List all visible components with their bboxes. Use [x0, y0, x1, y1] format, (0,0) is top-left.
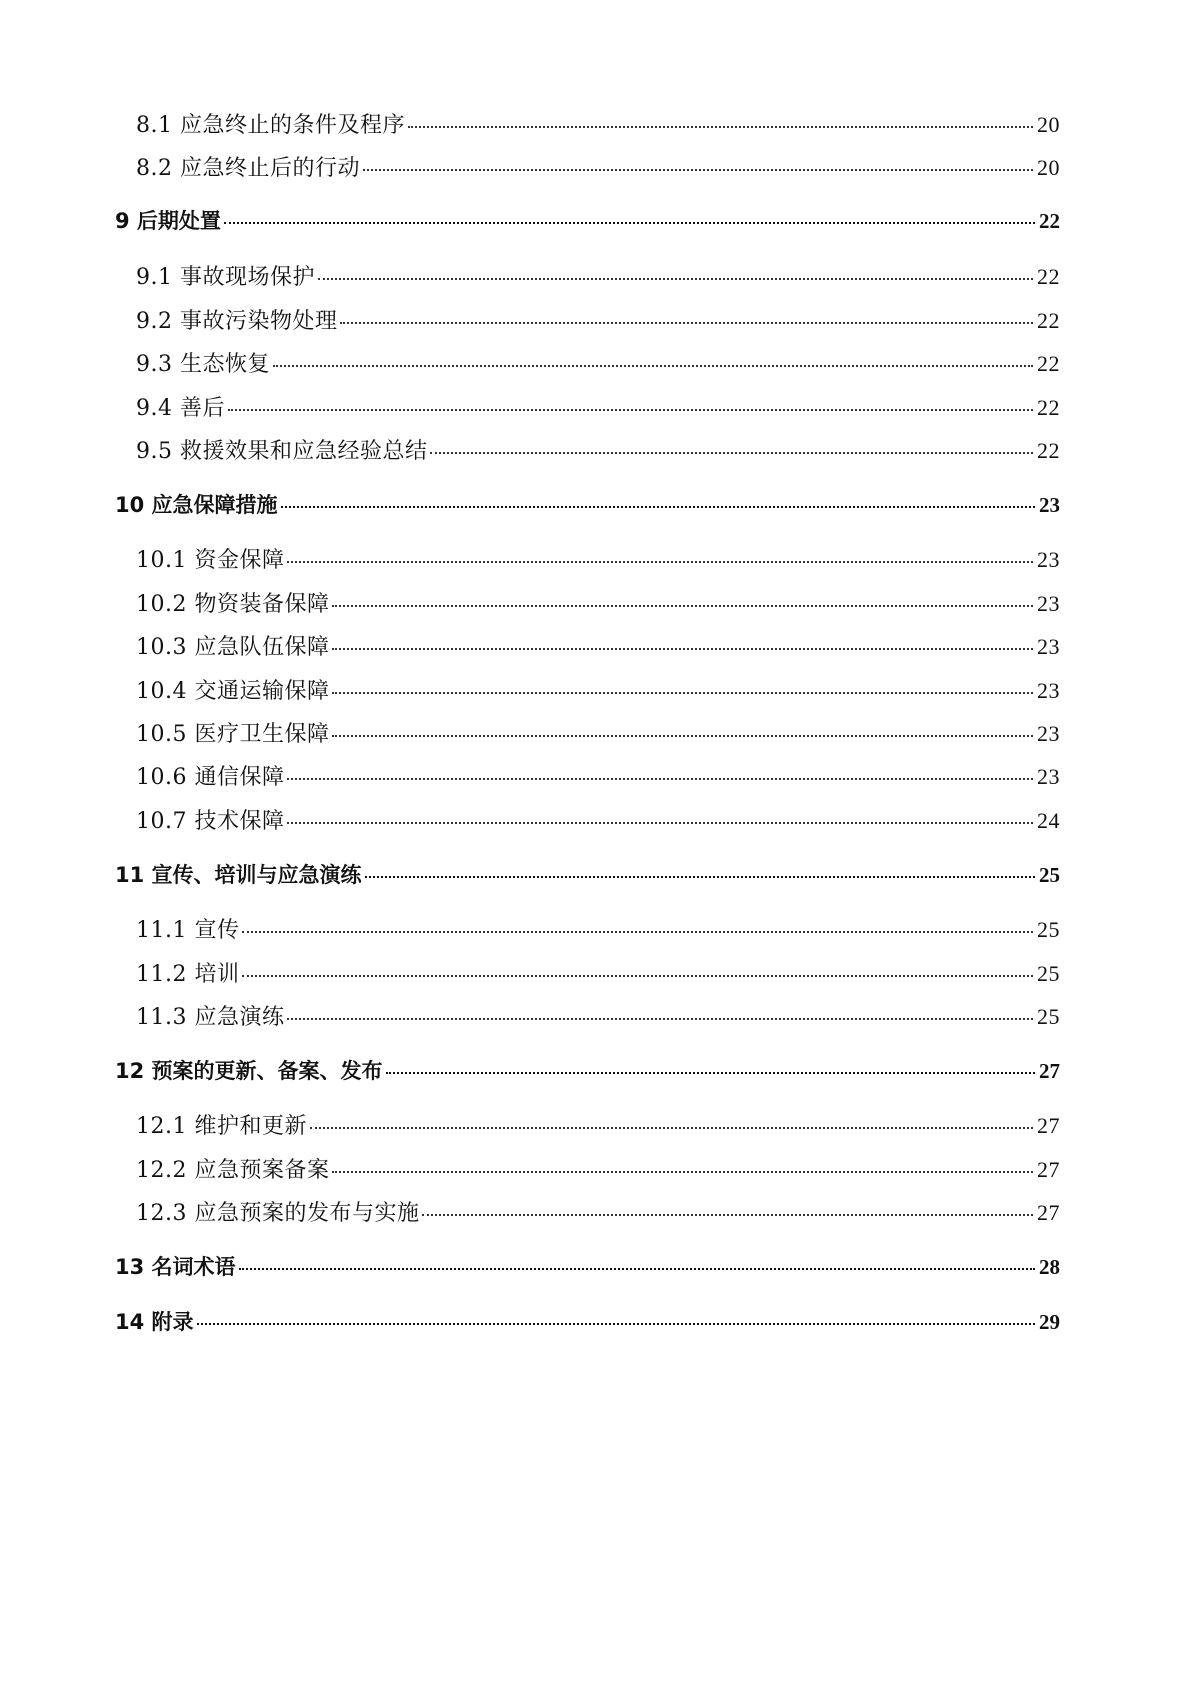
toc-chapter-label: 12 预案的更新、备案、发布	[115, 1059, 383, 1083]
toc-entry-label: 12.1 维护和更新	[136, 1114, 307, 1139]
toc-entry-page: 24	[1037, 808, 1060, 833]
toc-entry-page: 25	[1037, 1004, 1060, 1029]
toc-chapter-page: 29	[1039, 1310, 1060, 1334]
dot-leader	[224, 222, 1035, 224]
toc-chapter-page: 25	[1039, 863, 1060, 887]
toc-entry-label: 9.3 生态恢复	[136, 352, 270, 377]
toc-entry-page: 22	[1037, 395, 1060, 420]
toc-entry-label: 8.1 应急终止的条件及程序	[136, 113, 405, 138]
toc-entry-page: 20	[1037, 155, 1060, 180]
toc-entry-page: 22	[1037, 308, 1060, 333]
dot-leader	[386, 1072, 1035, 1074]
toc-entry-label: 11.1 宣传	[136, 918, 240, 943]
dot-leader	[332, 648, 1033, 650]
toc-entry-page: 23	[1037, 634, 1060, 659]
toc-entry-label: 10.1 资金保障	[136, 548, 285, 573]
toc-entry-label: 12.2 应急预案备案	[136, 1158, 330, 1183]
toc-chapter-label: 11 宣传、培训与应急演练	[115, 863, 362, 887]
dot-leader	[408, 126, 1033, 128]
dot-leader	[239, 1268, 1035, 1270]
toc-entry[interactable]	[136, 760, 1060, 791]
toc-entry-page: 27	[1037, 1200, 1060, 1225]
toc-entry[interactable]	[136, 304, 1060, 335]
toc-entry-page: 20	[1037, 112, 1060, 137]
toc-entry-label: 10.2 物资装备保障	[136, 592, 330, 617]
toc-chapter-label: 14 附录	[115, 1310, 194, 1334]
toc-entry[interactable]	[136, 913, 1060, 944]
toc-entry[interactable]	[136, 630, 1060, 661]
toc-entry-label: 9.5 救援效果和应急经验总结	[136, 439, 428, 464]
toc-entry-label: 9.4 善后	[136, 396, 225, 421]
dot-leader	[332, 1171, 1033, 1173]
toc-entry-label: 10.4 交通运输保障	[136, 679, 330, 704]
toc-entry[interactable]	[136, 1109, 1060, 1140]
dot-leader	[273, 365, 1033, 367]
toc-entry-page: 22	[1037, 264, 1060, 289]
toc-entry[interactable]	[136, 260, 1060, 291]
toc-entry-label: 11.2 培训	[136, 962, 240, 987]
toc-chapter[interactable]	[115, 489, 1060, 519]
dot-leader	[228, 409, 1033, 411]
toc-entry-page: 23	[1037, 678, 1060, 703]
toc-entry-page: 22	[1037, 351, 1060, 376]
dot-leader	[430, 452, 1033, 454]
toc-entry[interactable]	[136, 957, 1060, 988]
dot-leader	[310, 1127, 1033, 1129]
toc-entry-page: 25	[1037, 961, 1060, 986]
toc-chapter[interactable]	[115, 1306, 1060, 1336]
toc-entry-label: 10.7 技术保障	[136, 809, 285, 834]
toc-entry[interactable]	[136, 347, 1060, 378]
toc-chapter-page: 23	[1039, 493, 1060, 517]
toc-entry-label: 10.3 应急队伍保障	[136, 635, 330, 660]
toc-chapter-page: 28	[1039, 1255, 1060, 1279]
toc-entry[interactable]	[136, 543, 1060, 574]
dot-leader	[332, 605, 1033, 607]
toc-chapter[interactable]	[115, 205, 1060, 235]
toc-entry-page: 23	[1037, 764, 1060, 789]
dot-leader	[287, 822, 1033, 824]
dot-leader	[422, 1214, 1033, 1216]
dot-leader	[287, 778, 1033, 780]
dot-leader	[287, 561, 1033, 563]
dot-leader	[332, 692, 1033, 694]
toc-entry-page: 23	[1037, 591, 1060, 616]
toc-entry-label: 9.2 事故污染物处理	[136, 309, 338, 334]
toc-chapter-label: 9 后期处置	[115, 209, 221, 233]
toc-entry-label: 9.1 事故现场保护	[136, 265, 315, 290]
toc-entry[interactable]	[136, 391, 1060, 422]
toc-chapter-label: 10 应急保障措施	[115, 493, 278, 517]
toc-entry[interactable]	[136, 151, 1060, 182]
toc-entry-label: 11.3 应急演练	[136, 1005, 285, 1030]
toc-entry[interactable]	[136, 1000, 1060, 1031]
toc-entry[interactable]	[136, 108, 1060, 139]
dot-leader	[287, 1018, 1033, 1020]
toc-entry[interactable]	[136, 1153, 1060, 1184]
dot-leader	[281, 506, 1035, 508]
toc-chapter-page: 22	[1039, 209, 1060, 233]
toc-entry-label: 10.6 通信保障	[136, 765, 285, 790]
toc-entry[interactable]	[136, 804, 1060, 835]
toc-entry[interactable]	[136, 1196, 1060, 1227]
toc-entry-label: 12.3 应急预案的发布与实施	[136, 1201, 420, 1226]
toc-entry-page: 27	[1037, 1113, 1060, 1138]
toc-entry[interactable]	[136, 717, 1060, 748]
dot-leader	[332, 735, 1033, 737]
toc-chapter[interactable]	[115, 859, 1060, 889]
toc-chapter[interactable]	[115, 1055, 1060, 1085]
dot-leader	[197, 1323, 1035, 1325]
dot-leader	[365, 876, 1035, 878]
toc-entry-label: 8.2 应急终止后的行动	[136, 156, 360, 181]
toc-entry-page: 23	[1037, 721, 1060, 746]
dot-leader	[363, 169, 1033, 171]
toc-entry[interactable]	[136, 587, 1060, 618]
toc-entry-page: 27	[1037, 1157, 1060, 1182]
dot-leader	[242, 975, 1033, 977]
toc-entry-page: 23	[1037, 547, 1060, 572]
dot-leader	[318, 278, 1033, 280]
toc-entry[interactable]	[136, 674, 1060, 705]
toc-entry-page: 22	[1037, 438, 1060, 463]
toc-chapter[interactable]	[115, 1251, 1060, 1281]
dot-leader	[242, 931, 1033, 933]
toc-entry[interactable]	[136, 434, 1060, 465]
toc-entry-page: 25	[1037, 917, 1060, 942]
toc-chapter-label: 13 名词术语	[115, 1255, 236, 1279]
toc-chapter-page: 27	[1039, 1059, 1060, 1083]
dot-leader	[340, 322, 1033, 324]
toc-entry-label: 10.5 医疗卫生保障	[136, 722, 330, 747]
